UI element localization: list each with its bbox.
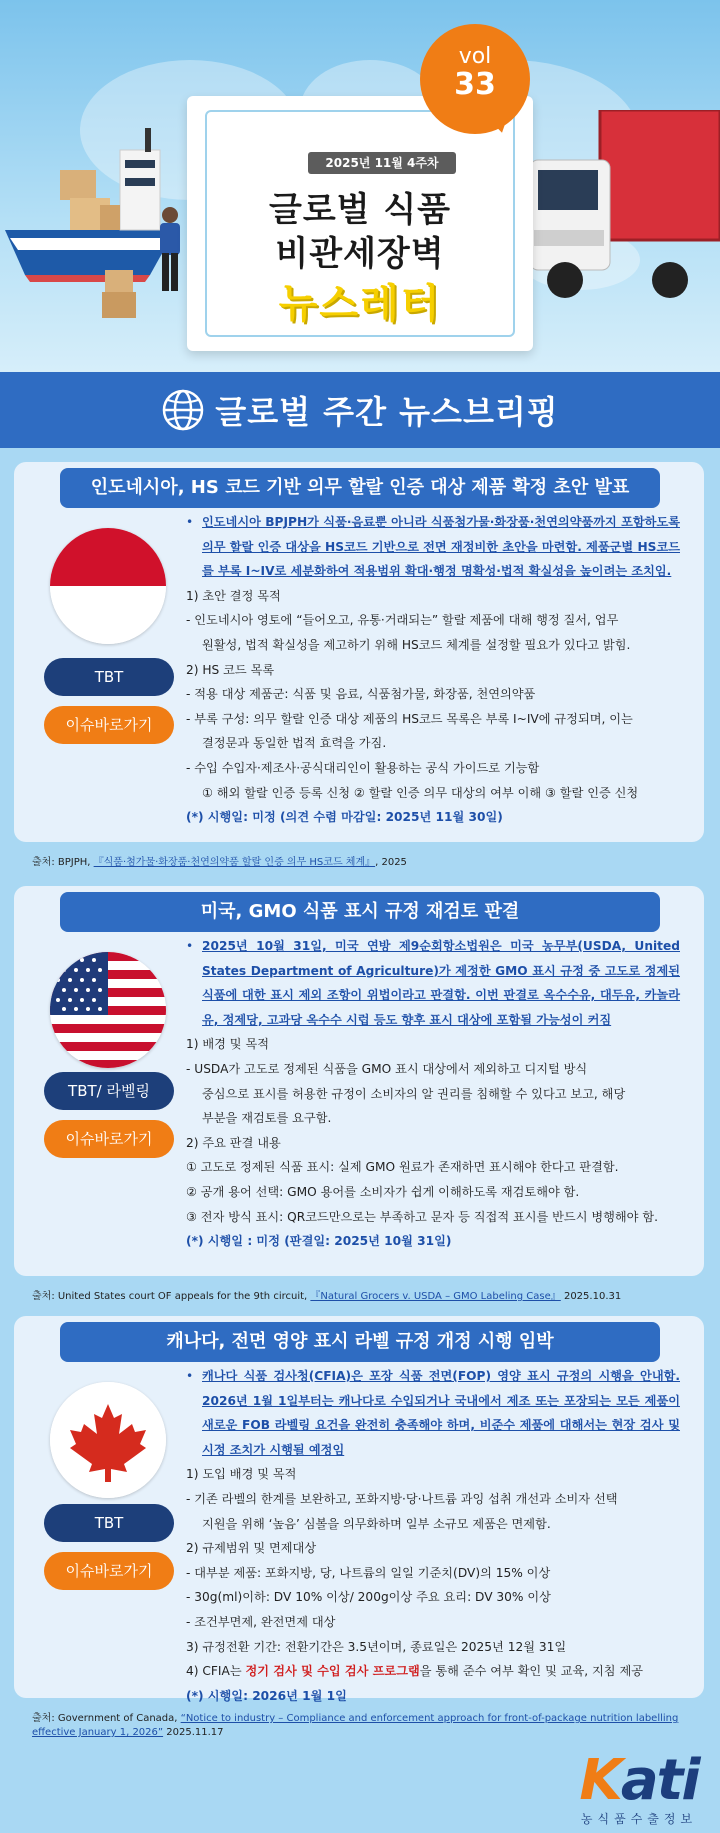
article-line: 원활성, 법적 확실성을 제고하기 위해 HS코드 체계를 설정할 필요가 있다고 밝힘. [202,637,631,652]
briefing-title: 글로벌 주간 뉴스브리핑 [215,393,559,431]
article-title: 인도네시아, HS 코드 기반 의무 할랄 인증 대상 제품 확정 초안 발표 [60,468,660,508]
effective-date: (*) 시행일: 2026년 1월 1일 [186,1688,347,1703]
issue-week-badge: 2025년 11월 4주차 [308,152,456,174]
globe-icon [161,388,205,432]
logo-letters: ati [620,1748,699,1813]
newsletter-title-card [187,96,533,351]
article-body [186,1364,680,1708]
article-line: 2) 주요 판결 내용 [186,1135,281,1150]
category-tag: TBT [44,1504,174,1542]
hero-banner [0,0,720,372]
category-tag: TBT/ 라벨링 [44,1072,174,1110]
article-line: ① 고도로 정제된 식품 표시: 실제 GMO 원료가 존재하면 표시해야 한다고 판결함. [186,1160,619,1175]
source-note [22,1704,696,1748]
kati-logo [574,1748,704,1828]
title-line-2: 비관세장벽 [275,234,445,274]
title-line-1: 글로벌 식품 [268,190,452,230]
category-tag: TBT [44,658,174,696]
source-suffix: 2025.11.17 [163,1727,224,1738]
article-line: - 부록 구성: 의무 할랄 인증 대상 제품의 HS코드 목록은 부록 I~IV에 규정되며, 이는 [186,711,633,726]
line-prefix: 4) CFIA는 [186,1664,246,1679]
effective-date: (*) 시행일: 미정 (의견 수렴 마감일: 2025년 11월 30일) [186,810,503,825]
article-body [186,934,680,1254]
article-line: - 30g(ml)이하: DV 10% 이상/ 200g이상 주요 요리: DV 30% 이상 [186,1590,551,1605]
logo-wordmark [574,1748,704,1813]
article-line: 2) HS 코드 목록 [186,662,275,677]
volume-number: 33 [454,67,496,102]
article-body [186,510,680,830]
article-line: 지원을 위해 ‘높음’ 심볼을 의무화하며 일부 소규모 제품은 면제함. [202,1516,551,1531]
article-card-indonesia [14,462,704,842]
article-line: ③ 전자 방식 표시: QR코드만으로는 부족하고 문자 등 직접적 표시를 반드시 병행해야 함. [186,1209,658,1224]
article-line [186,1659,680,1684]
article-card-usa [14,886,704,1276]
source-prefix: 출처: United States court OF appeals for the 9th circuit, [32,1291,311,1302]
article-line: 2) 규제범위 및 면제대상 [186,1541,317,1556]
source-suffix: 2025.10.31 [560,1291,622,1302]
volume-badge [420,24,530,134]
article-line: 1) 초안 결정 목적 [186,588,281,603]
article-line: - USDA가 고도로 정제된 식품을 GMO 표시 대상에서 제외하고 디지털 방식 [186,1061,588,1076]
issue-link-button[interactable]: 이슈바로가기 [44,706,174,744]
boxes-illustration [100,265,150,320]
person-illustration [150,205,190,295]
article-title: 캐나다, 전면 영양 표시 라벨 규정 개정 시행 임박 [60,1322,660,1362]
source-note [22,848,696,878]
article-line: - 적용 대상 제품군: 식품 및 음료, 식품첨가물, 화장품, 천연의약품 [186,687,536,702]
article-lead: • 인도네시아 BPJPH가 식품·음료뿐 아니라 식품첨가물·화장품·천연의약품까지 포함하도록 의무 할랄 인증 대상을 HS코드 기반으로 전면 재정비한 초안을 마련함. 제품군별 HS코드를 부록 I~IV로 세분화하여 적용범위 확대·행정 명확성·법적 확실성을 높이려는 조치임. [202,515,680,579]
logo-subtitle: 농식품수출정보 [580,1812,698,1826]
issue-link-button[interactable]: 이슈바로가기 [44,1552,174,1590]
source-prefix: 출처: Government of Canada, [32,1713,181,1724]
volume-label: vol [458,44,492,69]
usa-flag-icon [50,952,166,1068]
article-line: ② 공개 용어 선택: GMO 용어를 소비자가 쉽게 이해하도록 재검토해야 함. [186,1184,580,1199]
title-line-3: 뉴스레터 [278,281,442,327]
article-lead: • 2025년 10월 31일, 미국 연방 제9순회항소법원은 미국 농무부(USDA, United States Department of Agriculture)가 제정한 GMO 표시 규정 중 고도로 정제된 식품에 대한 표시 제외 조항이 위법이라고 판결함. 이번 판결로 옥수수유, 대두유, 카놀라유, 정제당, 고과당 옥수수 시럽 등도 향후 표시 대상에 포함될 가능성이 커짐 [202,939,680,1027]
source-prefix: 출처: BPJPH, [32,857,94,868]
article-title: 미국, GMO 식품 표시 규정 재검토 판결 [60,892,660,932]
article-line: 3) 규정전환 기간: 전환기간은 3.5년이며, 종료일은 2025년 12월 31일 [186,1639,567,1654]
source-suffix: , 2025 [375,857,407,868]
article-line: - 조건부면제, 완전면제 대상 [186,1614,336,1629]
article-line: 1) 배경 및 목적 [186,1037,269,1052]
line-suffix: 을 통해 준수 여부 확인 및 교육, 지침 제공 [419,1664,643,1679]
highlighted-program: 정기 검사 및 수입 검사 프로그램 [245,1664,420,1679]
article-line: - 대부분 제품: 포화지방, 당, 나트륨의 일일 기준치(DV)의 15% 이상 [186,1565,551,1580]
article-line: - 기존 라벨의 한계를 보완하고, 포화지방·당·나트륨 과잉 섭취 개선과 소비자 선택 [186,1491,618,1506]
source-link[interactable]: “Notice to industry – Compliance and enforcement approach for front-of-package nutrition labelling effective January 1, 2026” [32,1713,679,1738]
article-card-canada [14,1316,704,1703]
article-lead: • 캐나다 식품 검사청(CFIA)은 포장 식품 전면(FOP) 영양 표시 규정의 시행을 안내함. 2026년 1월 1일부터는 캐나다로 수입되거나 국내에서 제조 또는 포장되는 모든 제품이 새로운 FOB 라벨링 요건을 완전히 충족해야 하며, 비준수 제품에 대해서는 현장 검사 및 시정 조치가 시행될 예정임 [202,1369,680,1457]
source-link[interactable]: 『식품·첨가물·화장품·천연의약품 할랄 인증 의무 HS코드 체계』 [93,857,376,868]
article-line: - 인도네시아 영토에 “들어오고, 유통·거래되는” 할랄 제품에 대해 행정 질서, 업무 [186,613,619,628]
article-line: ① 해외 할랄 인증 등록 신청 ② 할랄 인증 의무 대상의 여부 이해 ③ 할랄 인증 신청 [202,785,639,800]
logo-letter-k: K [579,1748,621,1813]
source-link[interactable]: 『Natural Grocers v. USDA – GMO Labeling Case』 [310,1291,561,1302]
article-line: 1) 도입 배경 및 목적 [186,1467,297,1482]
article-line: 결정문과 동일한 법적 효력을 가짐. [202,736,387,751]
article-line: 중심으로 표시를 허용한 규정이 소비자의 알 권리를 침해할 수 있다고 보고, 해당 [202,1086,626,1101]
article-line: - 수입 수입자·제조사·공식대리인이 활용하는 공식 가이드로 기능함 [186,760,540,775]
truck-illustration [530,110,720,330]
effective-date: (*) 시행일 : 미정 (판결일: 2025년 10월 31일) [186,1234,452,1249]
canada-flag-icon [50,1382,166,1498]
article-line: 부분을 재검토를 요구함. [202,1111,332,1126]
issue-link-button[interactable]: 이슈바로가기 [44,1120,174,1158]
weekly-briefing-header [0,372,720,448]
indonesia-flag-icon [50,528,166,644]
source-note [22,1282,696,1312]
